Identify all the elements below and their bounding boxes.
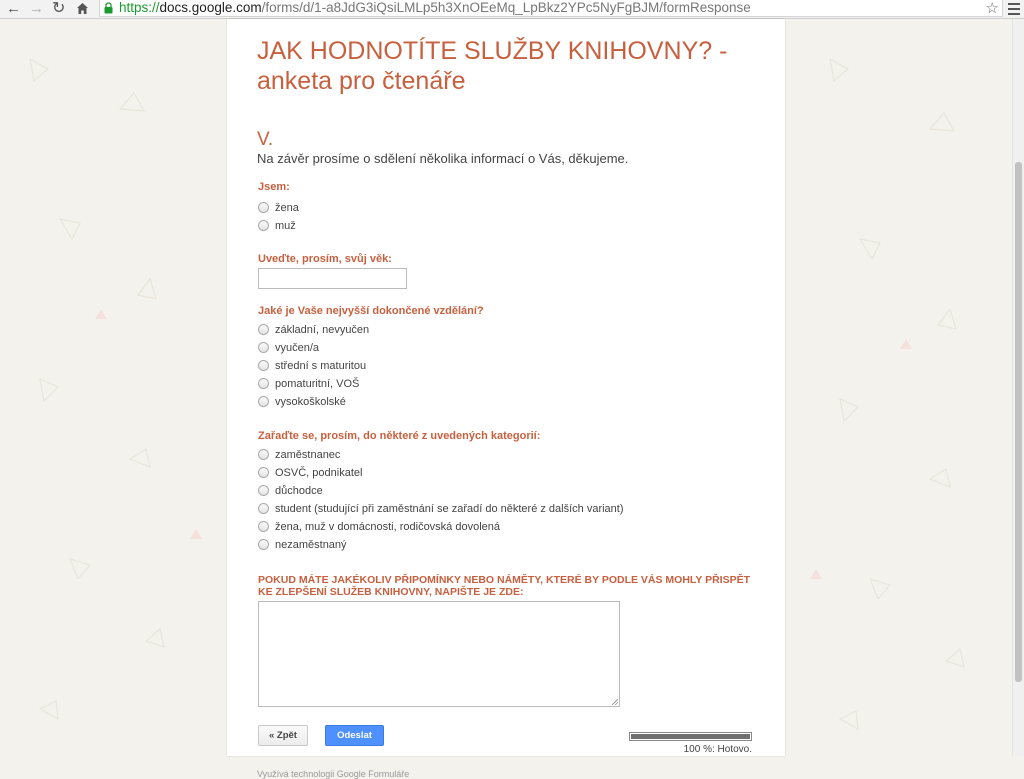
radio-button[interactable] [258, 485, 269, 496]
radio-button[interactable] [258, 521, 269, 532]
home-icon[interactable] [76, 0, 89, 18]
radio-button[interactable] [258, 467, 269, 478]
footer-text: Využívá technologii Google Formuláře [257, 769, 410, 779]
form-title: JAK HODNOTÍTE SLUŽBY KNIHOVNY? - anketa pro čtenáře [257, 37, 728, 95]
url-text: https://docs.google.com/forms/d/1-a8JdG3iQsiLMLp5h3XnOEeMq_LpBkz2YPc5NyFgBJM/formResponse [119, 0, 751, 15]
section-title: V. [257, 129, 274, 150]
radio-button[interactable] [258, 220, 269, 231]
lock-icon [104, 2, 113, 14]
radio-option[interactable]: důchodce [258, 483, 323, 499]
progress-label: 100 %: Hotovo. [683, 744, 752, 755]
radio-button[interactable] [258, 503, 269, 514]
radio-option[interactable]: žena, muž v domácnosti, rodičovská dovolená [258, 519, 500, 535]
back-button[interactable]: « Zpět [258, 725, 308, 746]
radio-button[interactable] [258, 360, 269, 371]
progress-bar [629, 732, 752, 741]
submit-button[interactable]: Odeslat [325, 725, 384, 746]
radio-option[interactable]: muž [258, 218, 296, 234]
radio-option[interactable]: střední s maturitou [258, 358, 366, 374]
page-scrollbar[interactable] [1012, 19, 1024, 756]
radio-option[interactable]: OSVČ, podnikatel [258, 465, 362, 481]
radio-option[interactable]: zaměstnanec [258, 447, 340, 463]
scrollbar-thumb[interactable] [1015, 162, 1022, 682]
progress-bar-fill [631, 734, 750, 739]
section-description: Na závěr prosíme o sdělení několika informací o Vás, děkujeme. [257, 151, 629, 166]
radio-button[interactable] [258, 202, 269, 213]
question-category-label: Zařaďte se, prosím, do některé z uvedených kategorií: [258, 430, 541, 442]
resize-handle[interactable] [612, 699, 618, 705]
reload-icon[interactable]: ↻ [52, 0, 66, 17]
radio-option[interactable]: nezaměstnaný [258, 537, 347, 553]
radio-option[interactable]: základní, nevyučen [258, 322, 369, 338]
question-age-label: Uveďte, prosím, svůj věk: [258, 253, 392, 265]
radio-option[interactable]: vysokoškolské [258, 394, 346, 410]
question-comments-label: POKUD MÁTE JAKÉKOLIV PŘIPOMÍNKY NEBO NÁMĚTY, KTERÉ BY PODLE VÁS MOHLY PŘISPĚT KE ZLEPŠENÍ SLUŽEB KNIHOVNY, NAPIŠTE JE ZDE: [258, 574, 751, 598]
radio-option[interactable]: student (studující při zaměstnání se zařadí do některé z dalších variant) [258, 501, 624, 517]
radio-option[interactable]: pomaturitní, VOŠ [258, 376, 359, 392]
radio-option[interactable]: vyučen/a [258, 340, 319, 356]
menu-icon[interactable] [1008, 3, 1020, 18]
question-education-label: Jaké je Vaše nejvyšší dokončené vzdělání? [258, 305, 484, 317]
radio-option[interactable]: žena [258, 200, 299, 216]
radio-button[interactable] [258, 378, 269, 389]
forward-arrow-icon[interactable]: → [29, 0, 44, 17]
radio-button[interactable] [258, 449, 269, 460]
bookmark-star-icon[interactable]: ☆ [985, 0, 999, 17]
radio-button[interactable] [258, 342, 269, 353]
question-gender-label: Jsem: [258, 181, 290, 193]
age-input[interactable] [258, 268, 407, 289]
back-arrow-icon[interactable]: ← [6, 0, 21, 17]
address-bar[interactable] [99, 0, 1003, 17]
comments-textarea[interactable] [258, 601, 620, 707]
browser-toolbar [0, 0, 1024, 19]
radio-button[interactable] [258, 539, 269, 550]
radio-button[interactable] [258, 324, 269, 335]
form-card [227, 19, 785, 779]
radio-button[interactable] [258, 396, 269, 407]
